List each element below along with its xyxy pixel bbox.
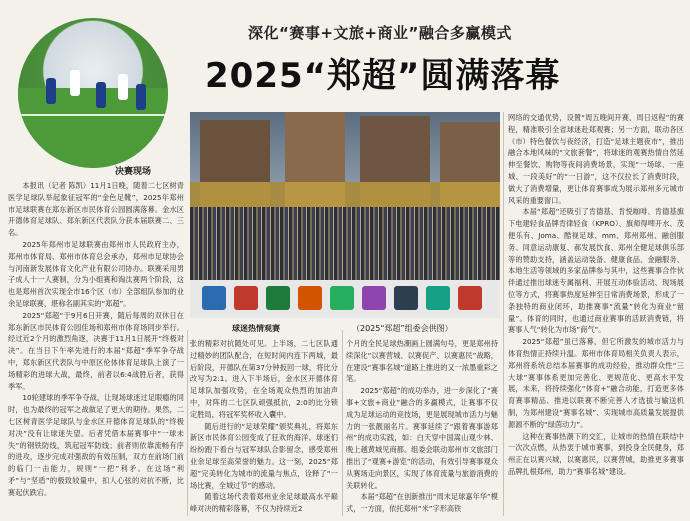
column-divider (342, 330, 343, 516)
article-paragraph: 2025“郑超”虽已落幕，但它所激发的城市活力与体育热情正持续升温。郑州市体育局相关负责人表示，郑州将系统总结本届赛事的成功经验，推动群众性“三大球”赛事体系更加完善化、更规范化、更高水平发展，未来，将持续强化“体育+”融合动能，打造更多体育赛事精品、推进以联赛不断完善人才选拔与输送机制，为郑州建设“赛事名城”、实现城市高质量发展提供源源不断的“绿茵动力”。 (508, 337, 684, 429)
article-paragraph: 个月的全民足球热潮画上圆满句号，更是郑州持续深化“以赛营城、以赛促产、以赛惠民”战略，在建设“赛事名城”道路上推进的又一浓墨重彩之笔。 (346, 339, 498, 384)
article-column-2 (190, 338, 338, 516)
player (96, 82, 106, 108)
article-paragraph: 10轮建球的季军争夺战，让现场球迷过足眼瘾的同时，也为最终的冠军之战做足了更大的期待。果然，二七区树青医学足球队与金水区开德体育足球队的“终极对决”没有让球迷失望。后者凭借本届赛事中“一球未失”的钢铁防线，筑起冠军防线；前者则依靠流畅有序的进攻，逐步完成对强敌的有效压制，双方在前场门前的临门一击能力，规则“一把”利矛。在这场“利矛”与“坚盾”的极致较量中，扣人心弦的对抗不断，比赛起伏跌宕。 (8, 393, 184, 497)
article-paragraph: 本届“郑超”在创新推出“周末足球嘉年华”模式，一方面，依托郑州“米”字形高铁 (346, 492, 498, 514)
article-paragraph: 本届“郑超”还吸引了肯德基、肯悦咖啡、肯德基旗下电建轻食品牌肯律轻食（KPRO）、旗师得啤开水、茂便乐有、Joma、酷视足球、mm、郑州郑州、融创服务、同意运动康复、郝发展饮食、郑州全健足球俱乐部等的赞助支持，涵盖运动装备、健康食品、金融服务、本地生活等领域的多家品牌参与其中，这些赛事合作伙伴通过推出球迷专属福利、开展互动体验活动、现场展位等方式，将赛事热度延伸至日常消费场景，形成了一条独特的商业闭环，助推赛事“流量”转化为商业“留量”。体育的同时，也通过商业赛事的活跃消费链，将赛事人气“转化为市场”商气”。 (508, 207, 684, 335)
article-paragraph: 2025“郑超”的成功举办，进一步深化了“赛事+文旅+商业”融合的多赢模式，让赛事不仅成为足球运动的竞技场，更是展现城市活力与魅力的一张靓丽名片。赛事延续了“跟着赛事游郑州”的成功实践，如：白天穿中国嵩山观少林、晚上越黄城见商都。组委会联动郑州市文旅部门推出了“观赛+游览”的活动，有效引导赛事观众从赛场走向景区，实现了体育流量与旅游消费的关联转化。 (346, 386, 498, 490)
sponsor-logo (394, 286, 418, 310)
inset-photo-caption: 决赛现场 (115, 167, 152, 177)
sponsor-logo (298, 286, 322, 310)
sponsor-logo (458, 286, 482, 310)
pitch-line (18, 114, 168, 116)
sponsor-logo (234, 286, 258, 310)
article-paragraph: 2025年郑州市足球联赛由郑州市人民政府主办，郑州市体育局、郑州市体育总会承办，郑州市足球协会与河南新发展体育文化产业有限公司协办。联赛采用男子成人十一人赛制，分为小组赛和淘汰赛两个阶段，这也是郑州首次实现全市16个区（市）全部组队参加的业余足球联赛，堪称名副其实的“郑超”。 (8, 239, 184, 308)
sponsor-logo (266, 286, 290, 310)
player (118, 74, 128, 100)
headline-title: 2025“郑超”圆满落幕 (205, 56, 561, 96)
sponsor-logo (362, 286, 386, 310)
stadium-crowd-photo (190, 112, 500, 318)
final-match-inset-photo (18, 18, 168, 168)
article-lead: 本报讯（记者 陈凯）11月1日晚，随着二七区树青医学足球队举起象征冠军的“金色足靴”，2025年郑州市足球联赛在郑东新区市民体育公园圆满落幕。金水区开德体育足球队、郑东新区代表队分获本届联赛二、三名。 (8, 181, 184, 238)
article-paragraph: 2025“郑超”于9月6日开赛，随后每周的双休日在郑东新区市民体育公园佳场和郑州市体育场同步举行。经过近2个月的激烈角逐，决赛于11月1日展开“终极对决”。在当日下午率先进行的本届“郑超”季军争夺战中，郑东新区代表队与中原区伦体体育足球队上演了一场精彩的进球大战，最终，前者以6:4战胜后者，获得季军。 (8, 310, 184, 391)
article-paragraph: 网络的交通优势，设置“周五晚间开赛，周日返程”的赛程，精准吸引全省球迷赴郑观赛；另一方面，联动各区（市）特色餐饮与夜经济，打造“足球主题夜市”，推出融合本地风味的“文旅套餐”，将球迷的观赛热情自然延伸至餐饮、购物等夜间消费场景，实现“一场球、一座城、一段美好”的“一日游”，这不仅拉长了消费时段，做大了消费增量，更让体育赛事成为展示郑州多元城市风采的重要窗口。 (508, 113, 684, 205)
article-paragraph: 随着这场代表着郑州业余足球最高水平巅峰对决的精彩落幕，不仅为持续近2 (190, 492, 338, 514)
column-divider (187, 330, 188, 516)
article-paragraph: 张的精彩对抗随处可见。上半场，二七区队通过精妙的团队配合，在短时间内连下两城，最后阶段，开德队在第37分钟扳回一球，将比分改写为2:1。进入下半场后，金水区开德体育足球队加强攻势，在全场观众热烈的加油声中，对阵的二七区队顽强抵抗，2:0的比分锁定胜局，将冠军奖杯收入囊中。 (190, 339, 338, 419)
column-divider (503, 112, 504, 516)
headline-subtitle: 深化“赛事+文旅+商业”融合多赢模式 (248, 24, 512, 42)
sponsor-logo (426, 286, 450, 310)
player (136, 84, 146, 110)
article-paragraph: 这种在赛事热潮下的交汇，让城市的热情在联结中一次次点燃，从热衷于城市赛事，到投身全民健身，郑州正在以赛兴城，以赛惠民，以赛营城，助推更多赛事品牌扎根郑州，助力“赛事名城”建设。 (508, 431, 684, 476)
crowd (190, 207, 500, 282)
article-paragraph: 随后进行的“足球荣耀”颁奖典礼，将郑东新区市民体育公园变成了狂欢的海洋。球迷们纷纷跑下看台与冠军球队合影留念，感受郑州业余足球至高荣誉的魅力。这一刻，2025“郑超”完美转化为城市的流量与焦点，诠释了“一场比赛，全城过节”的感动。 (190, 421, 338, 490)
player (46, 78, 56, 104)
article-column-3 (346, 338, 498, 516)
player (70, 70, 80, 96)
sponsor-logo (202, 286, 226, 310)
sponsor-logo (330, 286, 354, 310)
article-column-1 (8, 180, 184, 516)
main-photo-credit: （2025“郑超”组委会供图） (352, 324, 453, 333)
article-column-4 (508, 112, 684, 516)
main-photo-caption: 球迷热情观赛 (232, 324, 280, 333)
